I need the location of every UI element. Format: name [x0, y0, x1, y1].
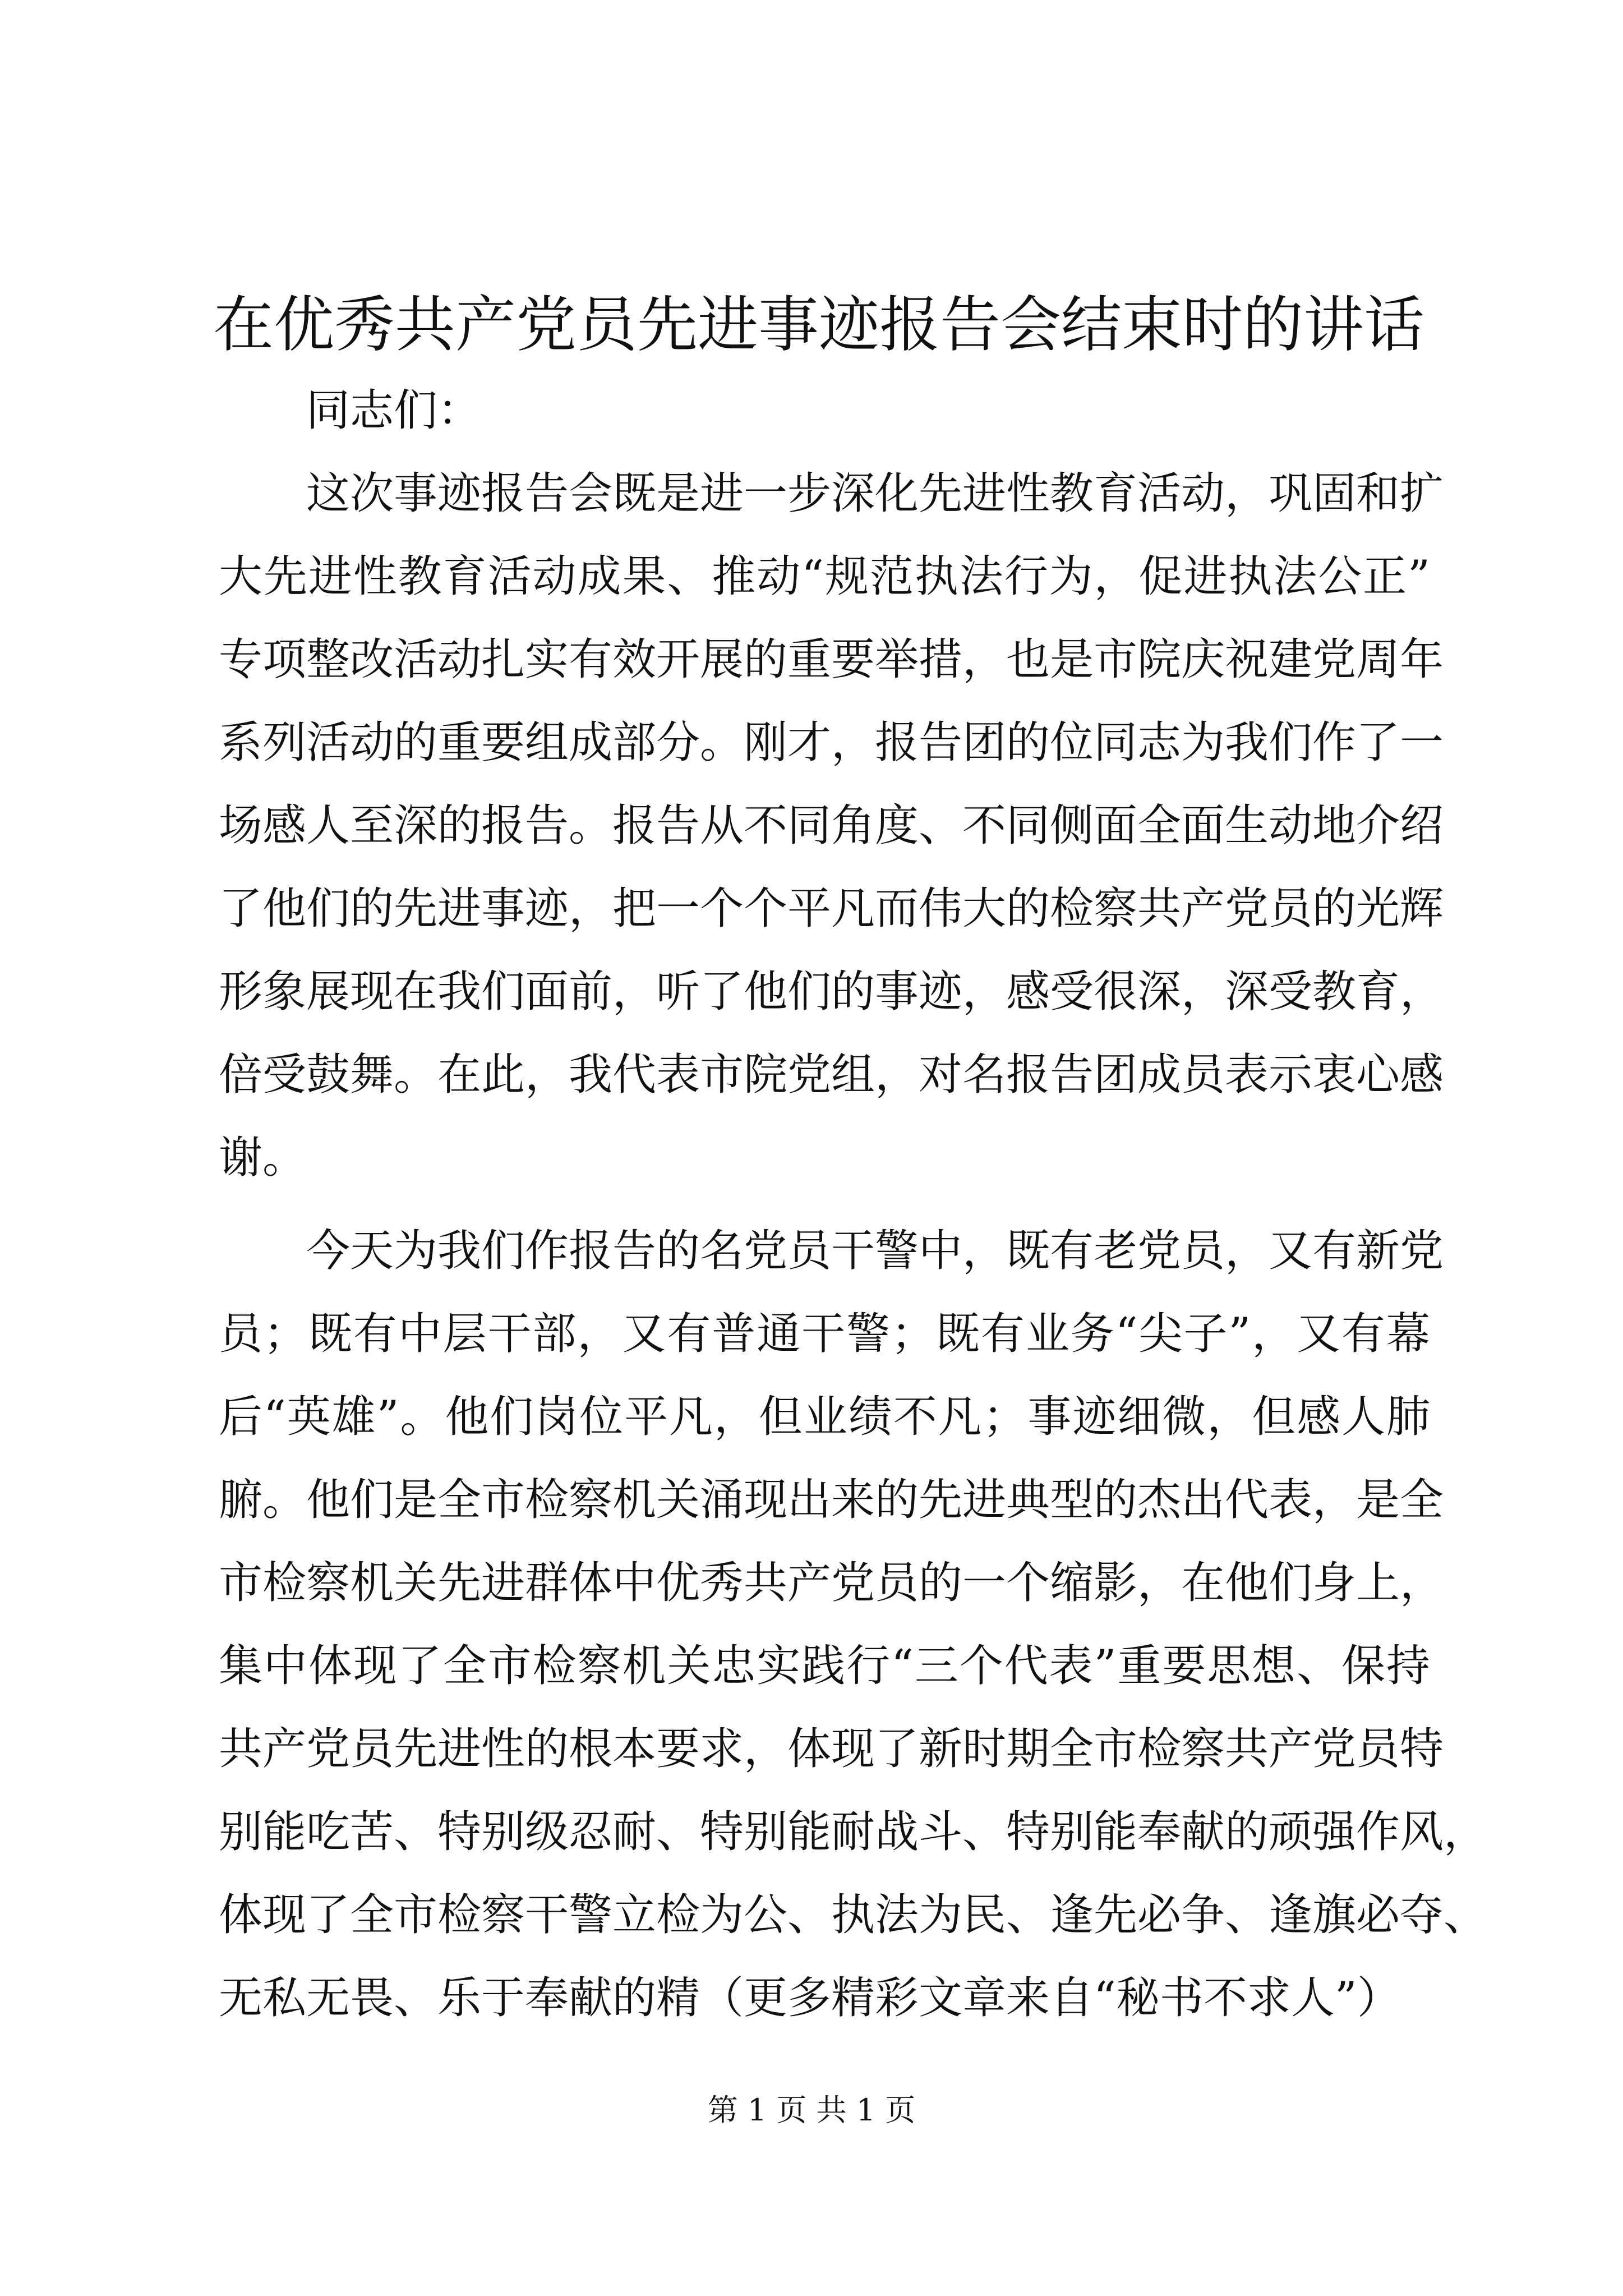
paragraph-line: 市检察机关先进群体中优秀共产党员的一个缩影，在他们身上，: [219, 1558, 1444, 1608]
paragraph-line: 了他们的先进事迹，把一个个平凡而伟大的检察共产党员的光辉: [219, 884, 1444, 934]
paragraph-line: 别能吃苦、特别级忍耐、特别能耐战斗、特别能奉献的顽强作风，: [219, 1807, 1488, 1857]
paragraph-line: 后“英雄”。他们岗位平凡，但业绩不凡；事迹细微，但感人肺: [219, 1392, 1430, 1442]
paragraph-line: 形象展现在我们面前，听了他们的事迹，感受很深，深受教育，: [219, 967, 1444, 1017]
paragraph-line: 谢。: [219, 1133, 307, 1183]
paragraph-line: 无私无畏、乐于奉献的精（更多精彩文章来自“秘书不求人”）: [219, 1973, 1401, 2023]
paragraph-line: 倍受鼓舞。在此，我代表市院党组，对名报告团成员表示衷心感: [219, 1050, 1444, 1100]
salutation: 同志们：: [306, 385, 482, 436]
paragraph-line: 腑。他们是全市检察机关涌现出来的先进典型的杰出代表，是全: [219, 1475, 1444, 1525]
paragraph-gap: [219, 1199, 1430, 1209]
paragraph-2: [219, 1209, 1488, 2040]
paragraph-line: 系列活动的重要组成部分。刚才，报告团的位同志为我们作了一: [219, 717, 1444, 768]
paragraph-line: 今天为我们作报告的名党员干警中，既有老党员，又有新党: [306, 1226, 1444, 1276]
paragraph-line: 场感人至深的报告。报告从不同角度、不同侧面全面生动地介绍: [219, 800, 1444, 851]
paragraph-line: 员；既有中层干部，又有普通干警；既有业务“尖子”，又有幕: [219, 1309, 1430, 1359]
document-title: 在优秀共产党员先进事迹报告会结束时的讲话: [213, 290, 1425, 360]
paragraph-line: 大先进性教育活动成果、推动“规范执法行为，促进执法公正”: [219, 551, 1430, 602]
paragraph-line: 专项整改活动扎实有效开展的重要举措，也是市院庆祝建党周年: [219, 634, 1444, 685]
paragraph-line: 共产党员先进性的根本要求，体现了新时期全市检察共产党员特: [219, 1724, 1444, 1774]
paragraph-1: [219, 452, 1444, 1199]
paragraph-line: 集中体现了全市检察机关忠实践行“三个代表”重要思想、保持: [219, 1641, 1430, 1691]
paragraph-line: 体现了全市检察干警立检为公、执法为民、逢先必争、逢旗必夺、: [219, 1890, 1488, 1940]
page-footer: 第 1 页 共 1 页: [707, 2092, 916, 2128]
document-body: [219, 369, 1488, 2040]
paragraph-line: 这次事迹报告会既是进一步深化先进性教育活动，巩固和扩: [306, 468, 1444, 519]
